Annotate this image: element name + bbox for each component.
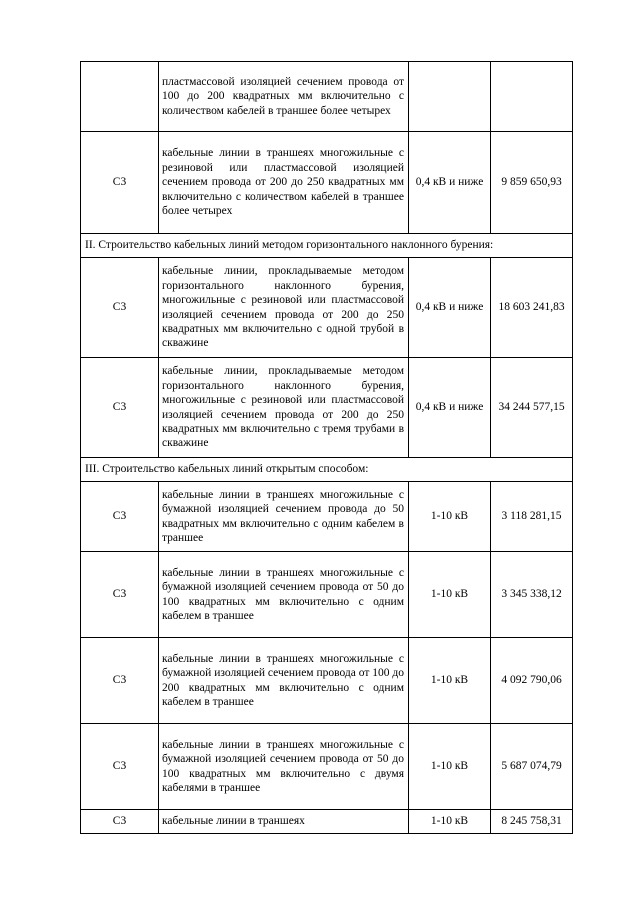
voltage-cell: 1-10 кВ	[409, 482, 491, 552]
category-code-cell: С3	[81, 810, 159, 834]
section-heading: III. Строительство кабельных линий открытым способом:	[81, 458, 573, 482]
table-row	[81, 810, 573, 834]
section-heading-row	[81, 234, 573, 258]
price-cell: 9 859 650,93	[491, 132, 573, 234]
table-row	[81, 62, 573, 132]
section-heading: II. Строительство кабельных линий методом горизонтального наклонного бурения:	[81, 234, 573, 258]
description-cell: кабельные линии в траншеях многожильные с бумажной изоляцией сечением провода от 50 до 100 квадратных мм включительно с одним кабелем в траншее	[159, 552, 409, 638]
description-cell: кабельные линии в траншеях многожильные с резиновой или пластмассовой изоляцией сечением провода от 200 до 250 квадратных мм включительно с количеством кабелей в траншее более четырех	[159, 132, 409, 234]
table-row	[81, 724, 573, 810]
voltage-cell: 0,4 кВ и ниже	[409, 132, 491, 234]
tariff-table	[80, 61, 573, 834]
description-cell: кабельные линии, прокладываемые методом горизонтального наклонного бурения, многожильные с резиновой или пластмассовой изоляцией сечением провода от 200 до 250 квадратных мм включительно с тремя трубами в скважине	[159, 358, 409, 458]
category-code-cell: С3	[81, 482, 159, 552]
description-cell: кабельные линии в траншеях многожильные с бумажной изоляцией сечением провода от 50 до 100 квадратных мм включительно с двумя кабелями в траншее	[159, 724, 409, 810]
table-row	[81, 258, 573, 358]
tariff-table-body	[81, 62, 573, 834]
category-code-cell: С3	[81, 132, 159, 234]
table-row	[81, 638, 573, 724]
voltage-cell: 1-10 кВ	[409, 552, 491, 638]
voltage-cell: 0,4 кВ и ниже	[409, 258, 491, 358]
description-cell: пластмассовой изоляцией сечением провода от 100 до 200 квадратных мм включительно с количеством кабелей в траншее более четырех	[159, 62, 409, 132]
voltage-cell: 1-10 кВ	[409, 638, 491, 724]
category-code-cell	[81, 62, 159, 132]
category-code-cell: С3	[81, 638, 159, 724]
table-row	[81, 132, 573, 234]
price-cell: 8 245 758,31	[491, 810, 573, 834]
price-cell: 5 687 074,79	[491, 724, 573, 810]
voltage-cell: 1-10 кВ	[409, 724, 491, 810]
category-code-cell: С3	[81, 358, 159, 458]
description-cell: кабельные линии в траншеях	[159, 810, 409, 834]
price-cell: 4 092 790,06	[491, 638, 573, 724]
table-row	[81, 358, 573, 458]
voltage-cell	[409, 62, 491, 132]
description-cell: кабельные линии в траншеях многожильные с бумажной изоляцией сечением провода от 100 до 200 квадратных мм включительно с одним кабелем в траншее	[159, 638, 409, 724]
price-cell: 18 603 241,83	[491, 258, 573, 358]
table-row	[81, 552, 573, 638]
category-code-cell: С3	[81, 552, 159, 638]
price-cell: 3 118 281,15	[491, 482, 573, 552]
category-code-cell: С3	[81, 258, 159, 358]
section-heading-row	[81, 458, 573, 482]
price-cell: 3 345 338,12	[491, 552, 573, 638]
category-code-cell: С3	[81, 724, 159, 810]
price-cell	[491, 62, 573, 132]
price-cell: 34 244 577,15	[491, 358, 573, 458]
description-cell: кабельные линии в траншеях многожильные с бумажной изоляцией сечением провода до 50 квадратных мм включительно с одним кабелем в траншее	[159, 482, 409, 552]
voltage-cell: 1-10 кВ	[409, 810, 491, 834]
voltage-cell: 0,4 кВ и ниже	[409, 358, 491, 458]
description-cell: кабельные линии, прокладываемые методом горизонтального наклонного бурения, многожильные с резиновой или пластмассовой изоляцией сечением провода от 200 до 250 квадратных мм включительно с одной трубой в скважине	[159, 258, 409, 358]
table-row	[81, 482, 573, 552]
